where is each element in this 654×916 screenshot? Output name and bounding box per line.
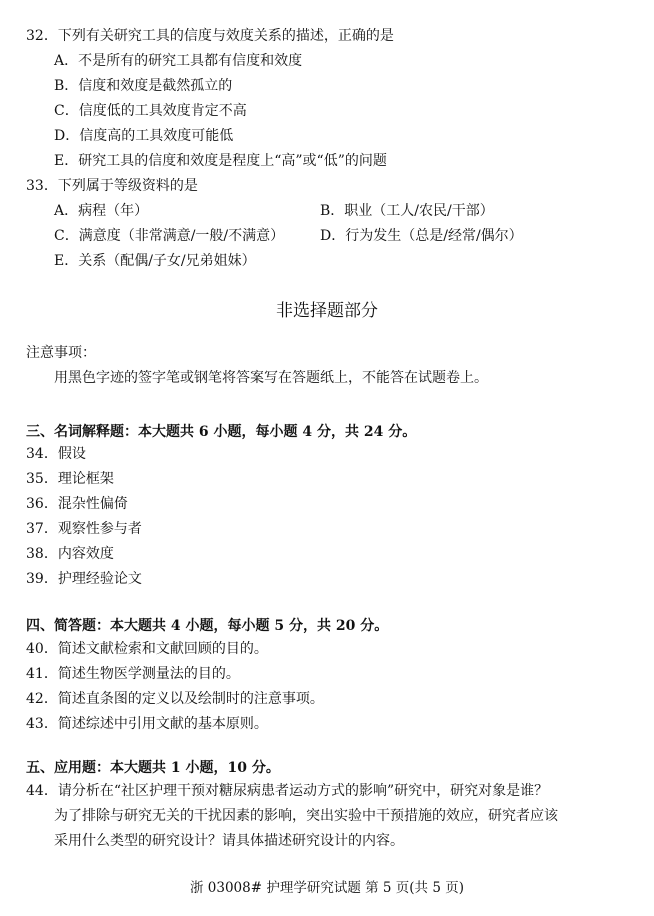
page-footer: 浙 03008# 护理学研究试题 第 5 页(共 5 页): [189, 880, 464, 896]
part4-item: 40．简述文献检索和文献回顾的目的。: [26, 641, 268, 657]
part4-heading: 四、简答题：本大题共 4 小题，每小题 5 分，共 20 分。: [26, 618, 389, 634]
notice-label: 注意事项：: [26, 345, 96, 361]
part3-item: 38．内容效度: [26, 546, 114, 562]
part5-heading: 五、应用题：本大题共 1 小题，10 分。: [26, 760, 280, 776]
part3-heading: 三、名词解释题：本大题共 6 小题，每小题 4 分，共 24 分。: [26, 424, 417, 440]
part3-item: 35．理论框架: [26, 471, 114, 487]
question-33-stem: 33．下列属于等级资料的是: [26, 178, 198, 194]
part4-item: 41．简述生物医学测量法的目的。: [26, 666, 240, 682]
question-44-line-1: 44．请分析在“社区护理干预对糖尿病患者运动方式的影响”研究中，研究对象是谁？: [26, 783, 549, 799]
part4-item: 42．简述直条图的定义以及绘制时的注意事项。: [26, 691, 324, 707]
part3-item: 37．观察性参与者: [26, 521, 142, 537]
q33-option-c: C．满意度（非常满意/一般/不满意）: [54, 228, 285, 244]
q32-option-b: B．信度和效度是截然孤立的: [54, 78, 233, 94]
part3-item: 39．护理经验论文: [26, 571, 142, 587]
q32-option-d: D．信度高的工具效度可能低: [54, 128, 234, 144]
q33-option-b: B．职业（工人/农民/干部）: [320, 203, 494, 219]
q33-option-d: D．行为发生（总是/经常/偶尔）: [320, 228, 523, 244]
q33-option-e: E．关系（配偶/子女/兄弟姐妹）: [54, 253, 256, 269]
part4-item: 43．简述综述中引用文献的基本原则。: [26, 716, 268, 732]
q33-option-a: A．病程（年）: [54, 203, 149, 219]
part3-item: 36．混杂性偏倚: [26, 496, 128, 512]
question-44-line-3: 采用什么类型的研究设计？请具体描述研究设计的内容。: [54, 833, 404, 849]
question-32-stem: 32．下列有关研究工具的信度与效度关系的描述，正确的是: [26, 28, 394, 44]
q32-option-c: C．信度低的工具效度肯定不高: [54, 103, 247, 119]
q32-option-a: A．不是所有的研究工具都有信度和效度: [54, 53, 303, 69]
question-44-line-2: 为了排除与研究无关的干扰因素的影响，突出实验中干预措施的效应，研究者应该: [54, 808, 558, 824]
section-title: 非选择题部分: [276, 301, 378, 321]
notice-text: 用黑色字迹的签字笔或钢笔将答案写在答题纸上，不能答在试题卷上。: [54, 370, 488, 386]
part3-item: 34．假设: [26, 446, 86, 462]
q32-option-e: E．研究工具的信度和效度是程度上“高”或“低”的问题: [54, 153, 387, 169]
